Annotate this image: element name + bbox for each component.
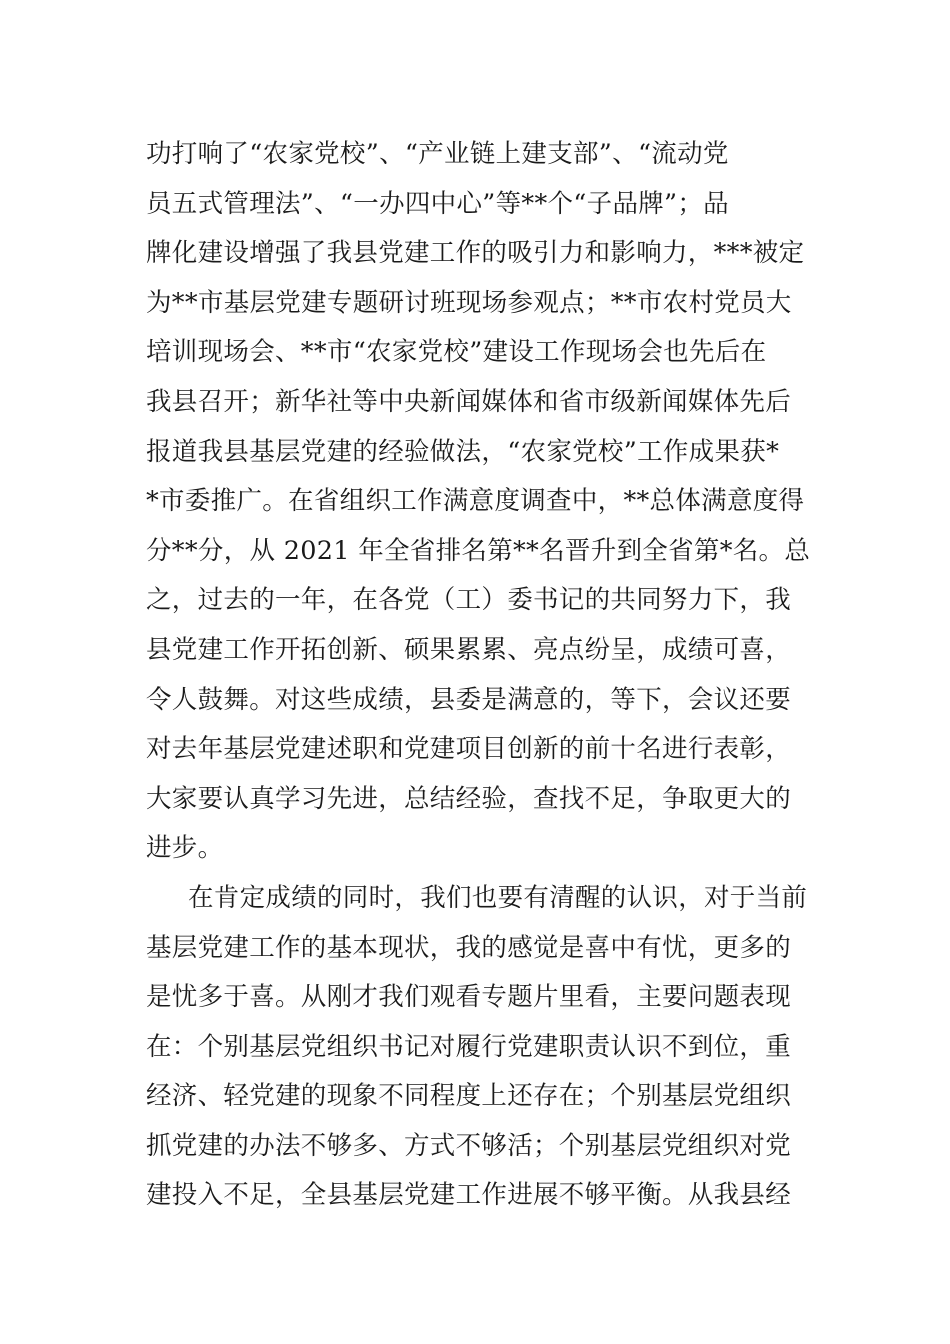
text-line: 县党建工作开拓创新、硕果累累、亮点纷呈，成绩可喜，: [146, 634, 792, 665]
text-line: 在肯定成绩的同时，我们也要有清醒的认识，对于当前: [188, 882, 808, 913]
text-line: 令人鼓舞。对这些成绩，县委是满意的，等下，会议还要: [146, 684, 792, 715]
text-line: 为**市基层党建专题研讨班现场参观点；**市农村党员大: [146, 287, 792, 318]
text-line: 报道我县基层党建的经验做法，“农家党校”工作成果获*: [146, 436, 780, 467]
text-line: 功打响了“农家党校”、“产业链上建支部”、“流动党: [146, 139, 729, 169]
text-line: 对去年基层党建述职和党建项目创新的前十名进行表彰，: [146, 734, 792, 765]
text-line: 我县召开；新华社等中央新闻媒体和省市级新闻媒体先后: [146, 386, 792, 417]
text-line: 牌化建设增强了我县党建工作的吸引力和影响力，***被定: [146, 238, 805, 269]
text-line: 是忧多于喜。从刚才我们观看专题片里看，主要问题表现: [146, 982, 792, 1013]
paragraph-2: [146, 874, 808, 1221]
text-line: 经济、轻党建的现象不同程度上还存在；个别基层党组织: [146, 1081, 792, 1112]
text-line: 基层党建工作的基本现状，我的感觉是喜中有忧，更多的: [146, 932, 792, 963]
text-line: 分**分，从 2021 年全省排名第**名晋升到全省第*名。总: [146, 535, 811, 566]
paragraph-1: [146, 130, 811, 874]
text-line: *市委推广。在省组织工作满意度调查中，**总体满意度得: [146, 486, 805, 517]
text-line: 之，过去的一年，在各党（工）委书记的共同努力下，我: [146, 585, 792, 616]
text-line: 员五式管理法”、“一办四中心”等**个“子品牌”；品: [146, 188, 729, 219]
text-line: 培训现场会、**市“农家党校”建设工作现场会也先后在: [146, 337, 767, 368]
text-line: 建投入不足，全县基层党建工作进展不够平衡。从我县经: [146, 1180, 792, 1211]
text-line: 大家要认真学习先进，总结经验，查找不足，争取更大的: [146, 783, 792, 814]
document-body: [146, 130, 811, 1221]
text-line: 在：个别基层党组织书记对履行党建职责认识不到位，重: [146, 1031, 792, 1062]
text-line: 进步。: [146, 833, 224, 864]
text-line: 抓党建的办法不够多、方式不够活；个别基层党组织对党: [146, 1130, 792, 1161]
